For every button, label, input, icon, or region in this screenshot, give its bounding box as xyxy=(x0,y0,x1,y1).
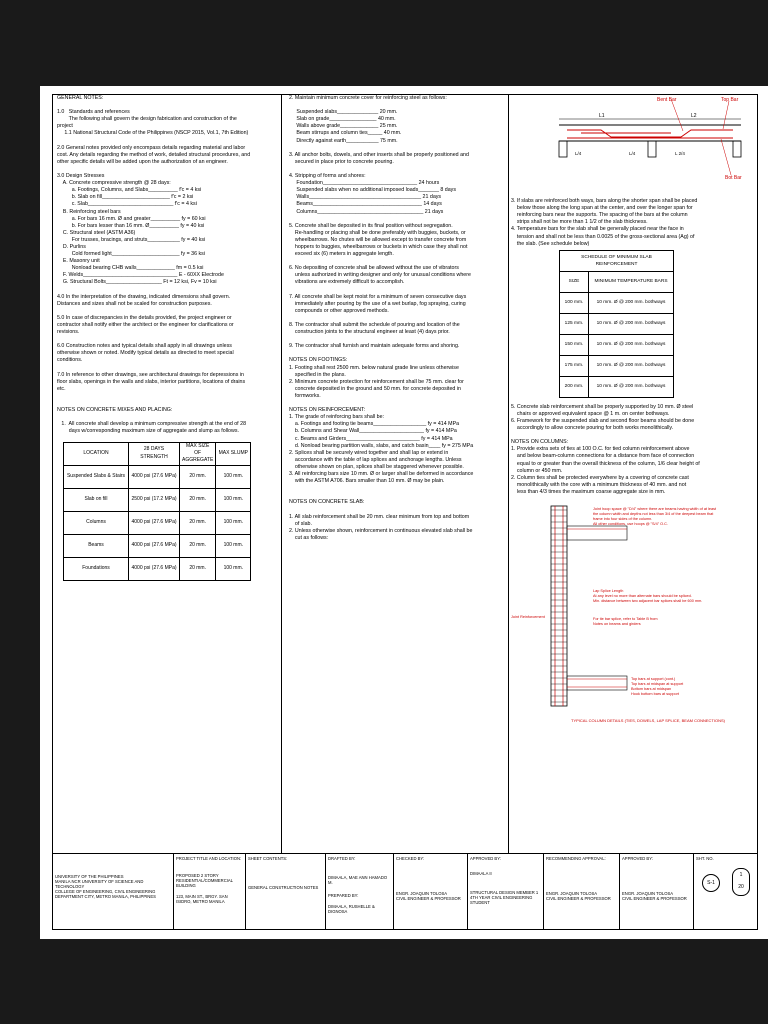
note-line: Foundation________________________________ 24 hours xyxy=(289,180,440,187)
note-line: monolithically with the core with a minimum thickness of 40 mm. and not xyxy=(511,481,687,488)
note-line: 5.0 In case of discrepancies in the details provided, the project engineer or xyxy=(57,314,232,321)
note-line xyxy=(289,336,509,343)
note-line: NOTES ON FOOTINGS: xyxy=(289,357,348,364)
note-line xyxy=(289,485,509,492)
school-line: UNIVERSITY OF THE PHILIPPINES xyxy=(55,874,124,879)
schedule-cell: 200 mm. xyxy=(560,376,589,397)
note-line: Slab on grade________________ 40 mm. xyxy=(289,116,396,123)
content-heading: SHEET CONTENTS: xyxy=(248,856,288,861)
note-line: concrete deposited in the ground and 50 mm. for concrete deposited in xyxy=(289,385,461,392)
bot-bar-label: Bot Bar xyxy=(725,175,742,181)
mix-cell: 20 mm. xyxy=(180,465,216,488)
slab-notes-text xyxy=(511,198,753,248)
approved-by-cell xyxy=(619,854,693,929)
note-line: NOTES ON CONCRETE MIXES AND PLACING: xyxy=(57,407,173,414)
lap-note: Min. distance between two adjacent bar splices shall be 600 mm. xyxy=(593,598,703,603)
note-line: equal to or greater than the overall thickness of the column, 1/6 clear height of xyxy=(511,460,700,467)
sheet-heading: SHT. NO. xyxy=(696,856,714,861)
column-divider xyxy=(281,95,282,854)
note-line: 3.0 Design Stresses xyxy=(57,173,105,180)
note-line: less than 4/3 times the maximum coarse aggregate size in mm. xyxy=(511,488,666,495)
note-line: 4. Temperature bars for the slab shall be generally placed near the face in xyxy=(511,226,684,233)
note-line: days w/corresponding maximum size of aggregate and slump as follows. xyxy=(57,428,239,435)
note-line xyxy=(57,414,277,421)
note-line: E. Masonry unit xyxy=(57,258,100,265)
note-line: chairs or approved equivalent space @ 1 m. on center bothways. xyxy=(511,410,670,417)
note-line: wheelbarrows. No chutes will be allowed except to transfer concrete from xyxy=(289,236,467,243)
note-line xyxy=(289,216,509,223)
note-line: G. Structural Bolts___________________ Ft = 12 ksi, Fv = 10 ksi xyxy=(57,279,217,286)
note-line xyxy=(57,166,277,173)
schedule-header: SIZE xyxy=(560,271,589,292)
note-line: vibrations are extremely difficult to accomplish. xyxy=(289,279,405,286)
note-line xyxy=(57,287,277,294)
note-line: Re-handling or placing shall be done preferably with buggies, buckets, or xyxy=(289,229,466,236)
note-line xyxy=(289,258,509,265)
note-line: 5. Concrete slab reinforcement shall be properly supported by 10 mm. Ø steel xyxy=(511,403,694,410)
note-line: 2. Splices shall be securely wired together and shall lap or extend in xyxy=(289,449,449,456)
column-note: the column width and depths not less than 3/4 of the deepest beam that xyxy=(593,511,714,516)
mix-cell: 4000 psi (27.6 MPa) xyxy=(129,557,180,580)
note-line: A. Concrete compressive strength @ 28 days: xyxy=(57,180,171,187)
preparer: DIMAALA, RUSHELLE & DIGNOSA xyxy=(328,904,375,914)
drafted-cell xyxy=(325,854,393,929)
concrete-notes-column xyxy=(289,95,509,854)
note-line xyxy=(57,308,277,315)
approver-line: 4TH YEAR CIVIL ENGINEERING STUDENT xyxy=(470,895,533,905)
note-line: Beams_____________________________________ 14 days xyxy=(289,201,442,208)
note-line: 6. Framework for the suspended slab and second floor beams should be done xyxy=(511,417,695,424)
mix-cell: 20 mm. xyxy=(180,534,216,557)
note-line: otherwise shown on plan, splices shall be staggered whenever possible. xyxy=(289,463,464,470)
approved-by-name: ENGR. JOAQUIN TOLOSA xyxy=(622,891,674,896)
note-line: 1. All concrete shall develop a minimum compressive strength at the end of 28 xyxy=(57,421,247,428)
note-line: c. Beams and Girders_________________________ fy = 414 MPa xyxy=(289,435,453,442)
note-line: Directly against earth___________ 75 mm. xyxy=(289,137,398,144)
content-cell xyxy=(245,854,325,929)
l4-label: L/4 xyxy=(629,151,636,156)
note-line: NOTES ON COLUMNS: xyxy=(511,439,569,446)
note-line: 4.0 In the interpretation of the drawing, indicated dimensions shall govern. xyxy=(57,293,231,300)
note-line: floor slabs, openings in the walls and slabs, interior partitions, locations of drains xyxy=(57,378,246,385)
mix-header: 28 DAYS STRENGTH xyxy=(129,442,180,465)
note-line: below those along the long span at the center, and over the longer span for xyxy=(511,205,693,212)
note-line: with the ASTM A706. Bars smaller than 10 mm. Ø may be plain. xyxy=(289,478,445,485)
lap-note: At any level no more than alternate bars should be spliced. xyxy=(593,593,692,598)
note-line: 2. Unless otherwise shown, reinforcement in continuous elevated slab shall be xyxy=(289,527,473,534)
approved-by-heading: APPROVED BY: xyxy=(622,856,653,861)
note-line: Cold formed light_______________________ fy = 36 ksi xyxy=(57,251,205,258)
mix-cell: 100 mm. xyxy=(216,465,251,488)
checker-title: CIVIL ENGINEER & PROFESSOR xyxy=(396,896,461,901)
note-line: the slab. (See schedule below) xyxy=(511,240,590,247)
table-row xyxy=(64,557,251,580)
schedule-cell: 10 mm. Ø @ 200 mm. bothways xyxy=(589,376,674,397)
note-line: b. Columns and Shear Wall______________________ fy = 414 MPa xyxy=(289,428,457,435)
prepared-heading: PREPARED BY: xyxy=(328,893,359,898)
note-line xyxy=(511,432,753,439)
mix-header: MAX SLUMP xyxy=(216,442,251,465)
approved-heading: APPROVED BY: xyxy=(470,856,501,861)
note-line xyxy=(289,492,509,499)
project-line: PROPOSED 2 STORY xyxy=(176,873,219,878)
reinforcement-note: Joint Reinforcement xyxy=(511,614,545,619)
note-line xyxy=(289,145,509,152)
project-cell xyxy=(173,854,245,929)
note-line: 6.0 Construction notes and typical details shall apply in all drawings unless xyxy=(57,343,232,350)
note-line: Walls above grade_____________ 25 mm. xyxy=(289,123,398,130)
note-line: 7.0 In reference to other drawings, see architectural drawings for depressions in xyxy=(57,371,244,378)
mix-cell: 2500 psi (17.2 MPa) xyxy=(129,488,180,511)
note-line: 2. Column ties shall be protected everywhere by a covering of concrete cast xyxy=(511,474,689,481)
note-line: unless authorized in writing designer and only for unusual conditions where xyxy=(289,272,471,279)
note-line: otherwise shown or noted. Modify typical details as directed to meet special xyxy=(57,350,234,357)
note-line: formworks. xyxy=(289,392,321,399)
sheet-content: GENERAL CONSTRUCTION NOTES xyxy=(248,885,319,890)
note-line: Suspended slabs______________ 20 mm. xyxy=(289,109,398,116)
l1-label: L1 xyxy=(599,113,605,119)
note-line: 9. The contractor shall furnish and maintain adequate forms and shoring. xyxy=(289,343,460,350)
note-line: 1. All slab reinforcement shall be 20 mm. clear minimum from top and bottom xyxy=(289,513,470,520)
note-line: 1.0 Standards and references xyxy=(57,109,130,116)
table-row xyxy=(560,334,674,355)
tie-note: For tie bar splice, refer to Table B from xyxy=(593,616,658,621)
project-line: ISIDRO, METRO MANILA xyxy=(176,899,225,904)
note-line xyxy=(289,506,509,513)
mix-cell: 100 mm. xyxy=(216,488,251,511)
note-line xyxy=(289,102,509,109)
note-line: a. Footings, Columns, and Slabs__________ f'c = 4 ksi xyxy=(57,187,202,194)
note-line: 5. Concrete shall be deposited in its final position without segregation. xyxy=(289,222,453,229)
note-line xyxy=(57,138,277,145)
note-line: cut as follows: xyxy=(289,534,329,541)
note-line: etc. xyxy=(57,385,66,392)
schedule-title: SCHEDULE OF MINIMUM SLAB REINFORCEMENT xyxy=(560,250,674,271)
note-line: Walls______________________________________ 21 days xyxy=(289,194,442,201)
mix-cell: 20 mm. xyxy=(180,488,216,511)
recommender-title: CIVIL ENGINEER & PROFESSOR xyxy=(546,896,611,901)
sheet-count: 20 xyxy=(738,884,744,890)
l2-label: L2 xyxy=(691,113,697,119)
note-line xyxy=(289,287,509,294)
table-row xyxy=(560,313,674,334)
note-line xyxy=(57,365,277,372)
project-heading: PROJECT TITLE AND LOCATION: xyxy=(176,856,242,861)
recommend-heading: RECOMMENDING APPROVAL: xyxy=(546,856,606,861)
note-line: 2. Minimum concrete protection for reinforcement shall be 75 mm. clear for xyxy=(289,378,464,385)
note-line: 3. All anchor bolts, dowels, and other inserts shall be properly positioned and xyxy=(289,151,469,158)
note-line: 1.1 National Structural Code of the Philippines (NSCP 2015, Vol.1, 7th Edition) xyxy=(57,130,249,137)
note-line: cost. Any details regarding the method of work, detailed structural procedures, and xyxy=(57,151,251,158)
note-line: contractor shall notify either the architect or the engineer for clarifications or xyxy=(57,322,234,328)
note-line xyxy=(289,315,509,322)
drawing-sheet xyxy=(40,86,768,939)
school-cell xyxy=(53,854,173,929)
table-row xyxy=(560,355,674,376)
note-line xyxy=(57,102,277,109)
column-note: All other conditions, use hoops @ "S/4" O.C. xyxy=(593,521,668,526)
top-bar-label: Top Bar xyxy=(721,97,739,103)
column-note: Joint hoop space @ "D/4" where there are beams having width of at least xyxy=(593,506,717,511)
note-line: 1. Footing shall rest 2500 mm. below natural grade line unless otherwise xyxy=(289,364,459,371)
mix-cell: Suspended Slabs & Stairs xyxy=(64,465,129,488)
note-line: 1. Provide extra sets of ties at 100 O.C. for tied column reinforcement above xyxy=(511,446,690,453)
slab-column-notes xyxy=(511,95,753,854)
note-line: GENERAL NOTES: xyxy=(57,95,104,101)
schedule-cell: 100 mm. xyxy=(560,292,589,313)
note-line xyxy=(57,393,277,400)
note-line: Columns____________________________________ 21 days xyxy=(289,208,444,215)
note-line: conditions. xyxy=(57,357,83,364)
table-row xyxy=(560,292,674,313)
note-line: Nonload bearing CHB walls_____________ fm = 0.5 ksi xyxy=(57,265,204,272)
project-line: RESIDENTIAL/COMMERCIAL BUILDING xyxy=(176,878,233,888)
project-line: 123, MAIN ST., BRGY. SAN xyxy=(176,894,228,899)
mix-cell: 100 mm. xyxy=(216,511,251,534)
note-line: 4. Stripping of forms and shores: xyxy=(289,173,366,180)
checked-cell xyxy=(393,854,467,929)
schedule-cell: 10 mm. Ø @ 200 mm. bothways xyxy=(589,313,674,334)
note-line: project xyxy=(57,123,73,130)
note-line: a. For bars 16 mm. Ø and greater__________ fy = 60 ksi xyxy=(57,215,206,222)
checker: ENGR. JOAQUIN TOLOSA xyxy=(396,891,448,896)
note-line: The following shall govern the design fabrication and construction of the xyxy=(57,116,237,123)
note-line: hoppers to buggies, wheelbarrows or buckets in which case they shall not xyxy=(289,243,468,250)
note-line: d. Nonload bearing partition walls, slabs, and catch basin____ fy = 275 MPa xyxy=(289,442,474,449)
bar-note: Top bars at midspan at support xyxy=(631,681,684,686)
mix-cell: 4000 psi (27.6 MPa) xyxy=(129,465,180,488)
note-line: specified in the plans. xyxy=(289,371,346,378)
note-line: 6. No depositing of concrete shall be allowed without the use of vibrators xyxy=(289,265,459,272)
note-line: 3. All reinforcing bars size 10 mm. Ø or larger shall be deformed in accordance xyxy=(289,470,474,477)
approved-cell xyxy=(467,854,543,929)
column-detail-diagram xyxy=(511,496,751,726)
mix-cell: 4000 psi (27.6 MPa) xyxy=(129,534,180,557)
tie-note: Notes on beams and girders xyxy=(593,621,641,626)
note-line: 2.0 General notes provided only encompass details regarding material and labor xyxy=(57,144,246,151)
title-block xyxy=(53,853,757,929)
recommend-cell xyxy=(543,854,619,929)
school-line: DEPARTMENT CITY, METRO MANILA, PHILIPPINES xyxy=(55,894,156,899)
l4-label: L 2/4 xyxy=(675,151,685,156)
table-row xyxy=(64,534,251,557)
note-line: tension and shall not be less than 0.0025 of the gross-sectional area (Ag) of xyxy=(511,233,695,240)
mix-cell: Foundations xyxy=(64,557,129,580)
note-line: revisions. xyxy=(57,329,80,336)
mix-cell: Columns xyxy=(64,511,129,534)
approved-by-title: CIVIL ENGINEER & PROFESSOR xyxy=(622,896,687,901)
note-line: column or 450 mm. xyxy=(511,467,563,474)
note-line: NOTES ON CONCRETE SLAB: xyxy=(289,499,365,506)
note-line xyxy=(57,400,277,407)
note-line: and below beam-column connections for a distance from face of connection xyxy=(511,453,695,460)
sheet-total xyxy=(732,868,750,896)
sheet-index: 1 xyxy=(739,872,743,878)
bar-note: Top bars at support (cont.) xyxy=(631,676,676,681)
note-line: 7. All concrete shall be kept moist for a minimum of seven consecutive days xyxy=(289,293,467,300)
note-line: b. For bars lesser than 16 mm. Ø__________ fy = 40 ksi xyxy=(57,222,205,229)
note-line xyxy=(289,166,509,173)
mix-cell: Slab on fill xyxy=(64,488,129,511)
note-line: strips shall not be more than 1 1/2 of the slab thickness. xyxy=(511,219,648,226)
drafter: DIMAALA, MAE ANN HAMADO M. xyxy=(328,875,388,885)
note-line: construction joints to the structural engineer at least (4) days prior. xyxy=(289,329,450,336)
slab-schedule-table xyxy=(559,250,674,398)
note-line: a. Footings and footing tie beams__________________ fy = 414 MPa xyxy=(289,421,460,428)
schedule-cell: 150 mm. xyxy=(560,334,589,355)
note-line: accordingly to allow concrete pouring for both works monolithically. xyxy=(511,425,674,432)
l4-label: L/4 xyxy=(575,151,582,156)
table-row xyxy=(64,511,251,534)
mix-cell: 4000 psi (27.6 MPa) xyxy=(129,511,180,534)
note-line: F. Welds________________________________ E - 60XX Electrode xyxy=(57,272,224,279)
concrete-notes-text xyxy=(289,95,509,542)
bent-bar-label: Bent Bar xyxy=(657,97,677,103)
schedule-cell: 175 mm. xyxy=(560,355,589,376)
checked-heading: CHECKED BY: xyxy=(396,856,425,861)
note-line: B. Reinforcing steel bars xyxy=(57,208,121,215)
column-detail-caption: TYPICAL COLUMN DETAILS (TIES, DOWELS, LAP SPLICE, BEAM CONNECTIONS) xyxy=(571,717,725,723)
note-line: 3. If slabs are reinforced both ways, bars along the shorter span shall be placed xyxy=(511,198,698,205)
note-line: other specific details will be added upon the authorization of an engineer. xyxy=(57,158,228,165)
note-line: compounds or other approved methods. xyxy=(289,307,389,314)
table-row xyxy=(64,488,251,511)
note-line: exceed six (6) meters in aggregate length. xyxy=(289,251,394,258)
note-line xyxy=(289,350,509,357)
bar-note: Bottom bars at midspan xyxy=(631,686,672,691)
recommender: ENGR. JOAQUIN TOLOSA xyxy=(546,891,598,896)
approver: DIMAALA II xyxy=(470,871,492,876)
table-row xyxy=(560,376,674,397)
note-line: NOTES ON REINFORCEMENT: xyxy=(289,407,366,414)
mix-cell: 20 mm. xyxy=(180,557,216,580)
mix-cell: Beams xyxy=(64,534,129,557)
note-line xyxy=(57,336,277,343)
approver-line: STRUCTURAL DESIGN MEMBER 1 xyxy=(470,890,539,895)
concrete-mix-table xyxy=(63,442,251,581)
slab-reinforcement-diagram xyxy=(511,95,751,195)
sheet-number: S-1 xyxy=(702,874,720,892)
note-line: C. Structural steel (ASTM A36) xyxy=(57,229,136,236)
note-line: For trusses, bracings, and struts___________ fy = 40 ksi xyxy=(57,236,206,243)
note-line: b. Slab on fill_______________________ f'c = 2 ksi xyxy=(57,194,194,201)
drafted-heading: DRAFTED BY: xyxy=(328,856,356,861)
mix-cell: 100 mm. xyxy=(216,534,251,557)
note-line: D. Purlins xyxy=(57,243,86,250)
school-line: COLLEGE OF ENGINEERING, CIVIL ENGINEERING xyxy=(55,889,156,894)
note-line: 8. The contractor shall submit the schedule of pouring and location of the xyxy=(289,322,460,328)
sheet-number-cell xyxy=(693,854,759,929)
table-row xyxy=(64,465,251,488)
column-note: frame into four sides of the column. xyxy=(593,516,653,521)
mix-cell: 20 mm. xyxy=(180,511,216,534)
lap-note: Lap Splice Length xyxy=(593,588,624,593)
schedule-cell: 10 mm. Ø @ 200 mm. bothways xyxy=(589,292,674,313)
note-line xyxy=(289,400,509,407)
mix-header: MAX SIZE OF AGGREGATE xyxy=(180,442,216,465)
note-line: Beam stirrups and column ties_____ 40 mm. xyxy=(289,130,402,137)
note-line: c. Slab_____________________________ f'c = 4 ksi xyxy=(57,201,197,208)
note-line: Distances and sizes shall not be scaled for construction purposes. xyxy=(57,300,212,307)
general-notes-column xyxy=(57,95,277,854)
general-notes-text xyxy=(57,95,277,436)
column-notes-text xyxy=(511,404,753,496)
note-line: immediately after pouring by the use of a wet burlap, fog spraying, curing xyxy=(289,300,466,307)
mix-cell: 100 mm. xyxy=(216,557,251,580)
note-line: accordance with the table of lap splices and anchorage lengths. Unless xyxy=(289,456,462,463)
bar-note: Hook bottom bars at support xyxy=(631,691,679,696)
mix-header: LOCATION xyxy=(64,442,129,465)
column-divider xyxy=(508,95,509,854)
schedule-header: MINIMUM TEMPERATURE BARS xyxy=(589,271,674,292)
note-line: 2. Maintain minimum concrete cover for reinforcing steel as follows: xyxy=(289,95,447,101)
note-line: secured in place prior to concrete pouring. xyxy=(289,158,394,165)
schedule-cell: 10 mm. Ø @ 200 mm. bothways xyxy=(589,334,674,355)
note-line: 1. The grade of reinforcing bars shall be: xyxy=(289,414,385,421)
note-line: of slab. xyxy=(289,520,312,527)
schedule-cell: 125 mm. xyxy=(560,313,589,334)
schedule-cell: 10 mm. Ø @ 200 mm. bothways xyxy=(589,355,674,376)
drawing-frame xyxy=(52,94,758,930)
note-line: Suspended slabs when no additional imposed loads_______ 8 days xyxy=(289,187,456,194)
school-line: MANILA NCR UNIVERSITY OF SCIENCE AND TECHNOLOGY xyxy=(55,879,144,889)
note-line: reinforcing bars near the supports. The spacing of the bars at the column xyxy=(511,212,688,219)
